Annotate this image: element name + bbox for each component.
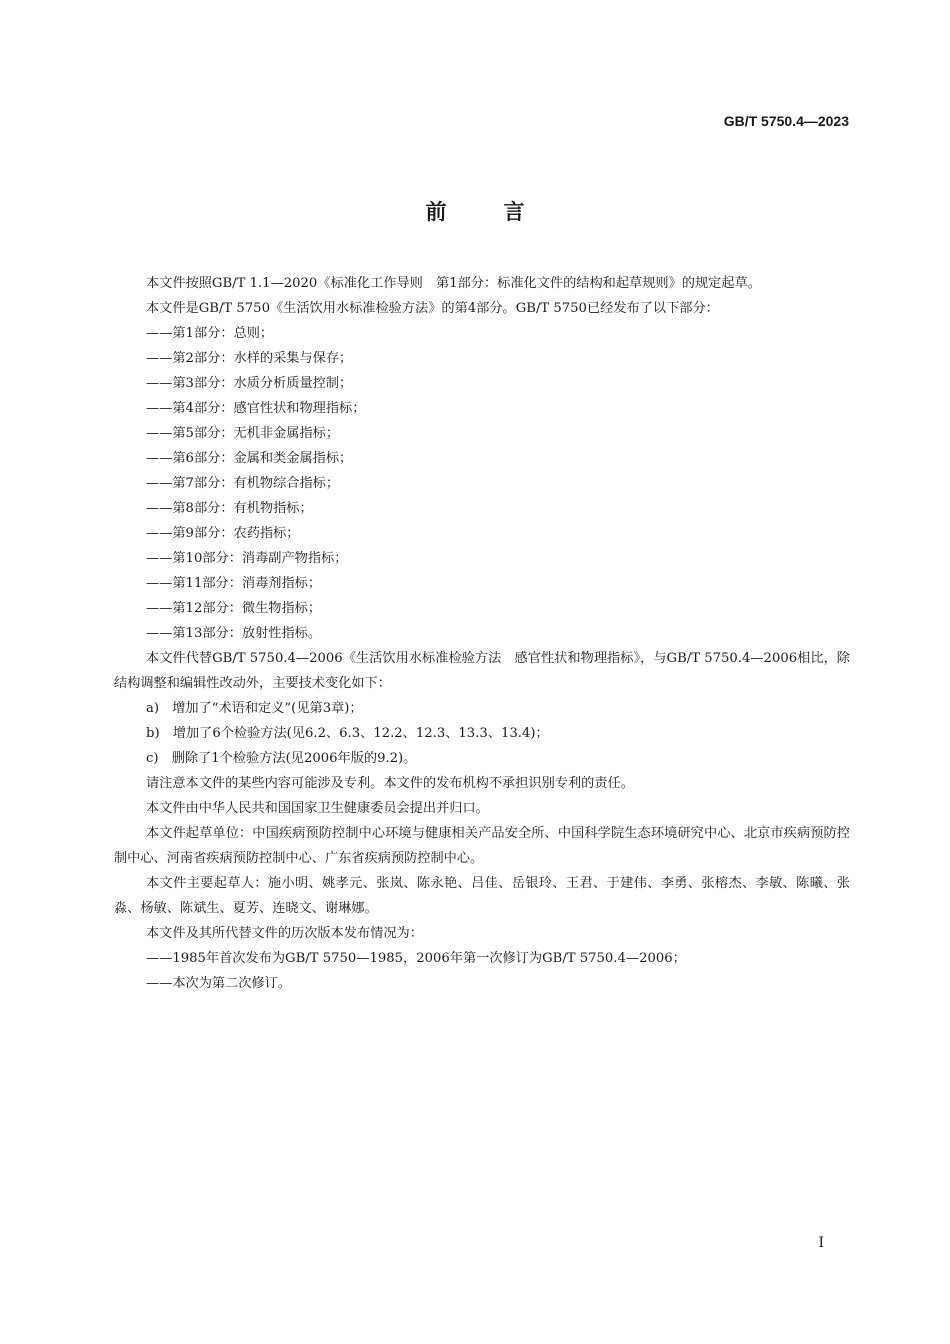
list-item: ——第4部分：感官性状和物理指标； <box>146 401 366 416</box>
list-item: ——第2部分：水样的采集与保存； <box>146 351 353 366</box>
changes-list <box>114 696 850 771</box>
list-item: ——第12部分：微生物指标； <box>146 601 322 616</box>
page-number: I <box>818 1235 824 1251</box>
drafters-paragraph: 本文件主要起草人：施小明、姚孝元、张岚、陈永艳、吕佳、岳银玲、王君、于建伟、李勇、张榕杰、李敏、陈曦、张淼、杨敏、陈斌生、夏芳、连晓文、谢琳娜。 <box>114 876 850 916</box>
list-item: ——第11部分：消毒剂指标； <box>146 576 322 591</box>
foreword-body <box>114 271 850 996</box>
intro-paragraph-2: 本文件是GB/T 5750《生活饮用水标准检验方法》的第4部分。GB/T 5750已经发布了以下部分： <box>146 301 719 316</box>
list-item: a) 增加了“术语和定义”(见第3章)； <box>146 701 363 716</box>
replacement-paragraph: 本文件代替GB/T 5750.4—2006《生活饮用水标准检验方法 感官性状和物理指标》，与GB/T 5750.4—2006相比，除结构调整和编辑性改动外，主要技术变化如下： <box>114 651 850 691</box>
intro-paragraph-1: 本文件按照GB/T 1.1—2020《标准化工作导则 第1部分：标准化文件的结构和起草规则》的规定起草。 <box>146 276 761 291</box>
drafting-units-paragraph: 本文件起草单位：中国疾病预防控制中心环境与健康相关产品安全所、中国科学院生态环境研究中心、北京市疾病预防控制中心、河南省疾病预防控制中心、广东省疾病预防控制中心。 <box>114 826 850 866</box>
list-item: ——第8部分：有机物指标； <box>146 501 313 516</box>
history-list <box>114 946 850 996</box>
history-intro-paragraph: 本文件及其所代替文件的历次版本发布情况为： <box>146 926 423 941</box>
list-item: ——本次为第二次修订。 <box>146 976 292 991</box>
list-item: ——第6部分：金属和类金属指标； <box>146 451 353 466</box>
list-item: ——第9部分：农药指标； <box>146 526 300 541</box>
list-item: ——第7部分：有机物综合指标； <box>146 476 340 491</box>
list-item: ——第5部分：无机非金属指标； <box>146 426 340 441</box>
standard-number: GB/T 5750.4—2023 <box>723 113 849 129</box>
parts-list <box>114 321 850 646</box>
patent-notice: 请注意本文件的某些内容可能涉及专利。本文件的发布机构不承担识别专利的责任。 <box>146 776 634 791</box>
list-item: ——1985年首次发布为GB/T 5750—1985，2006年第一次修订为GB/T 5750.4—2006； <box>146 951 686 966</box>
proposer-paragraph: 本文件由中华人民共和国国家卫生健康委员会提出并归口。 <box>146 801 489 816</box>
list-item: ——第10部分：消毒副产物指标； <box>146 551 348 566</box>
list-item: ——第13部分：放射性指标。 <box>146 626 322 641</box>
list-item: ——第1部分：总则； <box>146 326 274 341</box>
list-item: c) 删除了1个检验方法(见2006年版的9.2)。 <box>146 751 417 766</box>
list-item: ——第3部分：水质分析质量控制； <box>146 376 353 391</box>
page-title: 前言 <box>425 200 582 224</box>
list-item: b) 增加了6个检验方法(见6.2、6.3、12.2、12.3、13.3、13.4)； <box>146 726 549 741</box>
